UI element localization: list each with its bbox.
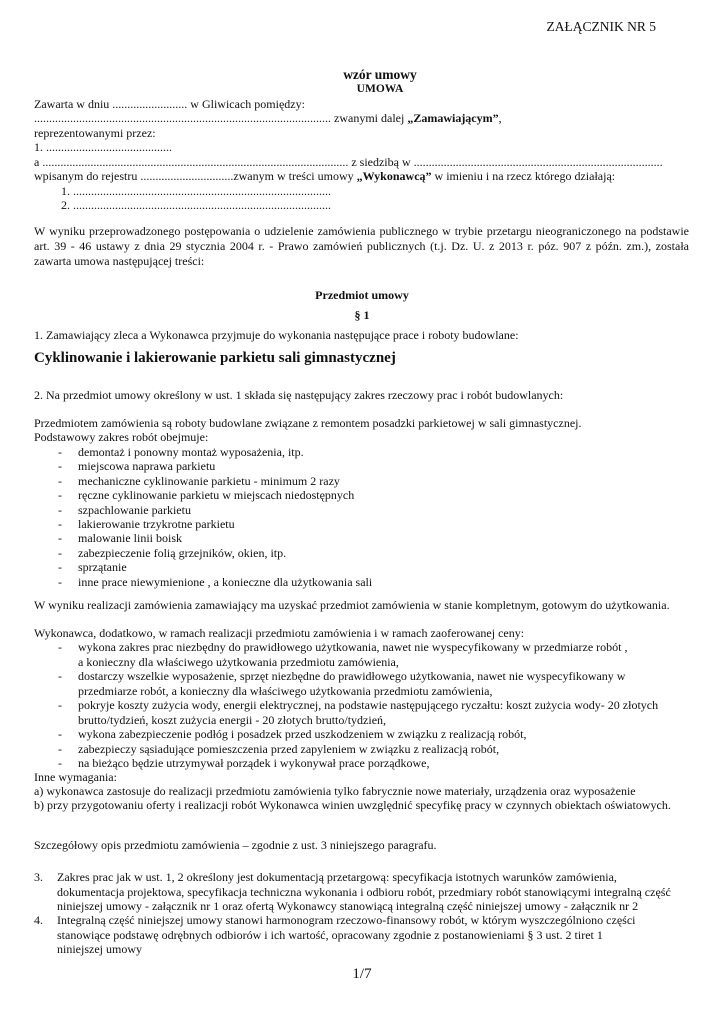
list-item: miejscowa naprawa parkietu <box>78 459 216 474</box>
represented-line: reprezentowanymi przez: <box>34 126 156 140</box>
list-dash: - <box>58 756 62 770</box>
intro-paragraph: W wyniku przeprowadzonego postępowania o udzielenie zamówienia publicznego w trybie przetargu nieograniczonego na podstawie art. 39 - 46 ustawy z dnia 29 stycznia 2004 r. - Prawo zamówień publicznych (t.j. Dz. U. z 2013 r. póz. 907 z późn. zm.), została zawarta umowa następującej treści: <box>34 224 689 269</box>
list-dash: - <box>58 727 62 741</box>
list-dash: - <box>58 531 62 546</box>
list-item: wykona zakres prac niezbędny do prawidłowego użytkowania, nawet nie wyspecyfikowany w przedmiarze robót , <box>78 640 628 654</box>
work-title: Cyklinowanie i lakierowanie parkietu sali gimnastycznej <box>34 350 396 366</box>
list-item: inne prace niewymienione , a konieczne dla użytkowania sali <box>78 574 373 589</box>
list-dash: - <box>58 502 62 517</box>
list-dash: - <box>58 488 62 503</box>
list-item: zabezpieczy sąsiadujące pomieszczenia przed zapyleniem w związku z realizacją robót, <box>78 741 500 756</box>
other-requirement-a: a) wykonawca zastosuje do realizacji przedmiotu zamówienia tylko fabrycznie nowe materiały, urządzenia oraz wyposażenie <box>34 784 636 798</box>
list-item-continuation: a konieczny dla właściwego użytkowania przedmiotu zamówienia, <box>78 654 399 669</box>
registry-line <box>34 169 615 184</box>
list-item: lakierowanie trzykrotne parkietu <box>78 517 235 531</box>
representative-1: 1. .......................................... <box>34 140 172 154</box>
zamawiajacy-line-pre: ................................................................................................... zwanymi dalej <box>34 111 408 125</box>
list-dash: - <box>58 473 62 488</box>
zamawiajacy-name: „Zamawiającym” <box>407 111 499 125</box>
point-1: 1. Zamawiający zleca a Wykonawca przyjmuje do wykonania następujące prace i roboty budowlane: <box>34 328 519 342</box>
point-4-line: stanowiące podstawę odrębnych odbiorów i ich wartość, opracowany zgodnie z postanowieniami § 3 ust. 2 tiret 1 <box>57 927 603 942</box>
registry-post: w imieniu i na rzecz którego działają: <box>431 169 616 183</box>
list-item-continuation: brutto/tydzień, koszt zużycia energii - 20 złotych brutto/tydzień, <box>78 712 387 727</box>
list-item: ręczne cyklinowanie parkietu w miejscach niedostępnych <box>78 488 355 503</box>
page-number: 1/7 <box>352 966 372 982</box>
wykonawca-name: „Wykonawcą” <box>356 169 432 183</box>
list-item: wykona zabezpieczenie podłóg i posadzek przed uszkodzeniem w związku z realizacją robót, <box>78 727 527 741</box>
contractor-intro: Wykonawca, dodatkowo, w ramach realizacji przedmiotu zamówienia i w ramach zaoferowanej ceny: <box>34 626 525 640</box>
point-3-line: Zakres prac jak w ust. 1, 2 określony jest dokumentacją przetargową: specyfikacja istotnych warunków zamówienia, <box>57 870 617 884</box>
list-dash: - <box>58 545 62 560</box>
document-subtitle: UMOWA <box>356 83 404 95</box>
list-item: sprzątanie <box>78 560 127 575</box>
list-dash: - <box>58 517 62 531</box>
other-requirements-title: Inne wymagania: <box>34 770 117 784</box>
result-sentence: W wyniku realizacji zamówienia zamawiający ma uzyskać przedmiot zamówienia w stanie kompletnym, gotowym do użytkowania. <box>34 598 670 612</box>
point-3-line: niniejszej umowy - załącznik nr 1 oraz ofertą Wykonawcy stanowiącą integralną część niniejszej umowy - załącznik nr 2 <box>57 899 639 913</box>
list-item: demontaż i ponowny montaż wyposażenia, itp. <box>78 445 304 459</box>
scope-basic: Podstawowy zakres robót obejmuje: <box>34 430 209 444</box>
point-3-line: dokumentacja projektowa, specyfikacja techniczna wykonania i odbioru robót, przedmiary robót stanowiącymi integralną część <box>57 884 671 899</box>
scope-intro: Przedmiotem zamówienia są roboty budowlane związane z remontem posadzki parkietowej w sali gimnastycznej. <box>34 416 582 430</box>
list-dash: - <box>58 459 62 474</box>
zamawiajacy-line <box>34 111 502 126</box>
section-title: Przedmiot umowy <box>315 288 409 302</box>
point-4-line: niniejszej umowy <box>57 942 142 956</box>
point-4-line: Integralną część niniejszej umowy stanowi harmonogram rzeczowo-finansowy robót, w którym wyszczególniono części <box>57 913 636 927</box>
paragraph-mark: § 1 <box>354 308 370 322</box>
point-4-number: 4. <box>34 913 43 927</box>
other-requirement-b: b) przy przygotowaniu oferty i realizacji robót Wykonawca winien uwzględnić specyfikę pracy w czynnych obiektach oświatowych. <box>34 798 671 812</box>
list-dash: - <box>58 640 62 654</box>
list-item: malowanie linii boisk <box>78 531 182 546</box>
list-dash: - <box>58 741 62 756</box>
concluded-line: Zawarta w dniu ......................... w Gliwicach pomiędzy: <box>34 97 305 111</box>
document-title: wzór umowy <box>343 67 417 82</box>
attachment-label: ZAŁĄCZNIK NR 5 <box>546 19 656 34</box>
point-2: 2. Na przedmiot umowy określony w ust. 1 składa się następujący zakres rzeczowy prac i robót budowlanych: <box>34 388 564 402</box>
zamawiajacy-line-post: , <box>498 111 502 125</box>
list-item: na bieżąco będzie utrzymywał porządek i wykonywał prace porządkowe, <box>78 756 430 770</box>
list-dash: - <box>58 574 62 589</box>
list-item: szpachlowanie parkietu <box>78 502 191 517</box>
point-3-number: 3. <box>34 870 43 884</box>
detailed-description: Szczegółowy opis przedmiotu zamówienia – zgodnie z ust. 3 niniejszego paragrafu. <box>34 838 437 852</box>
signatory-2: 2. ...................................................................................... <box>61 198 331 212</box>
list-item-continuation: przedmiarze robót, a konieczny dla właściwego użytkowania przedmiotu zamówienia, <box>78 683 493 698</box>
list-item: dostarczy wszelkie wyposażenie, sprzęt niezbędne do prawidłowego użytkowania, nawet nie wyspecyfikowany w <box>78 669 626 683</box>
list-item: mechaniczne cyklinowanie parkietu - minimum 2 razy <box>78 473 340 488</box>
list-dash: - <box>58 669 62 683</box>
list-item: zabezpieczenie folią grzejników, okien, itp. <box>78 545 287 560</box>
contractor-line: a ...................................................................................................... z siedzibą w ................................................................................... <box>34 155 663 169</box>
registry-pre: wpisanym do rejestru ...............................zwanym w treści umowy <box>34 169 357 183</box>
signatory-1: 1. ...................................................................................... <box>61 184 331 198</box>
list-item: pokryje koszty zużycia wody, energii elektrycznej, na podstawie następującego ryczałtu: koszt zużycia wody- 20 złotych <box>78 698 659 712</box>
list-dash: - <box>58 560 62 575</box>
list-dash: - <box>58 445 62 459</box>
list-dash: - <box>58 698 62 712</box>
